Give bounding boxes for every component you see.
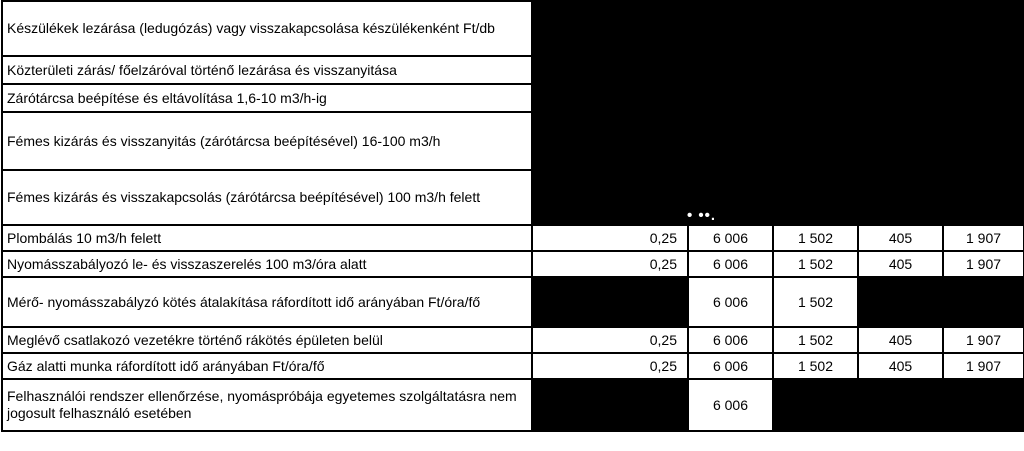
row-label: Zárótárcsa beépítése és eltávolítása 1,6-10 m3/h-ig [2, 84, 532, 112]
row-label: Nyomásszabályozó le- és visszaszerelés 100 m3/óra alatt [2, 251, 532, 277]
cell-vat: 405 [858, 327, 943, 353]
redacted-block [532, 1, 1024, 225]
cell-hours: 0,25 [532, 251, 688, 277]
row-label: Közterületi zárás/ főelzáróval történő lezárása és visszanyitása [2, 56, 532, 84]
cell-hourly-rate: 6 006 [688, 353, 773, 379]
cell-hours: 0,25 [532, 353, 688, 379]
cell-total: 1 907 [943, 225, 1024, 251]
cell-fee: 1 502 [773, 327, 858, 353]
cell-hours: 0,25 [532, 327, 688, 353]
cell-hourly-rate: 6 006 [688, 277, 773, 327]
row-label: Fémes kizárás és visszakapcsolás (zárótárcsa beépítésével) 100 m3/h felett [2, 170, 532, 225]
row-label: Fémes kizárás és visszanyitás (zárótárcsa beépítésével) 16-100 m3/h [2, 112, 532, 170]
table-row [2, 379, 1024, 431]
cell-vat: 405 [858, 353, 943, 379]
table-row [2, 225, 1024, 251]
cell-hours: 0,25 [532, 225, 688, 251]
redacted-cell [858, 277, 1024, 327]
cell-total: 1 907 [943, 327, 1024, 353]
row-label: Meglévő csatlakozó vezetékre történő rákötés épületen belül [2, 327, 532, 353]
cell-hourly-rate: 6 006 [688, 225, 773, 251]
cell-fee: 1 502 [773, 225, 858, 251]
cell-vat: 405 [858, 251, 943, 277]
tariff-table [1, 0, 1024, 432]
redacted-cell [532, 379, 688, 431]
redacted-cell [773, 379, 1024, 431]
redacted-cell [532, 277, 688, 327]
cell-total: 1 907 [943, 353, 1024, 379]
row-label: Gáz alatti munka ráfordított idő arányában Ft/óra/fő [2, 353, 532, 379]
cell-vat: 405 [858, 225, 943, 251]
row-label: Mérő- nyomásszabályzó kötés átalakítása ráfordított idő arányában Ft/óra/fő [2, 277, 532, 327]
table-row [2, 251, 1024, 277]
row-label: Készülékek lezárása (ledugózás) vagy visszakapcsolása készülékenként Ft/db [2, 1, 532, 56]
cell-fee: 1 502 [773, 353, 858, 379]
table-row [2, 353, 1024, 379]
cell-fee: 1 502 [773, 251, 858, 277]
scan-mark: • ••. [687, 207, 717, 224]
cell-hourly-rate: 6 006 [688, 327, 773, 353]
cell-hourly-rate: 6 006 [688, 251, 773, 277]
table-row [2, 327, 1024, 353]
table-row [2, 1, 1024, 56]
table-row [2, 277, 1024, 327]
cell-fee: 1 502 [773, 277, 858, 327]
cell-hourly-rate: 6 006 [688, 379, 773, 431]
cell-total: 1 907 [943, 251, 1024, 277]
row-label: Plombálás 10 m3/h felett [2, 225, 532, 251]
row-label: Felhasználói rendszer ellenőrzése, nyomáspróbája egyetemes szolgáltatásra nem jogosult felhasználó esetében [2, 379, 532, 431]
